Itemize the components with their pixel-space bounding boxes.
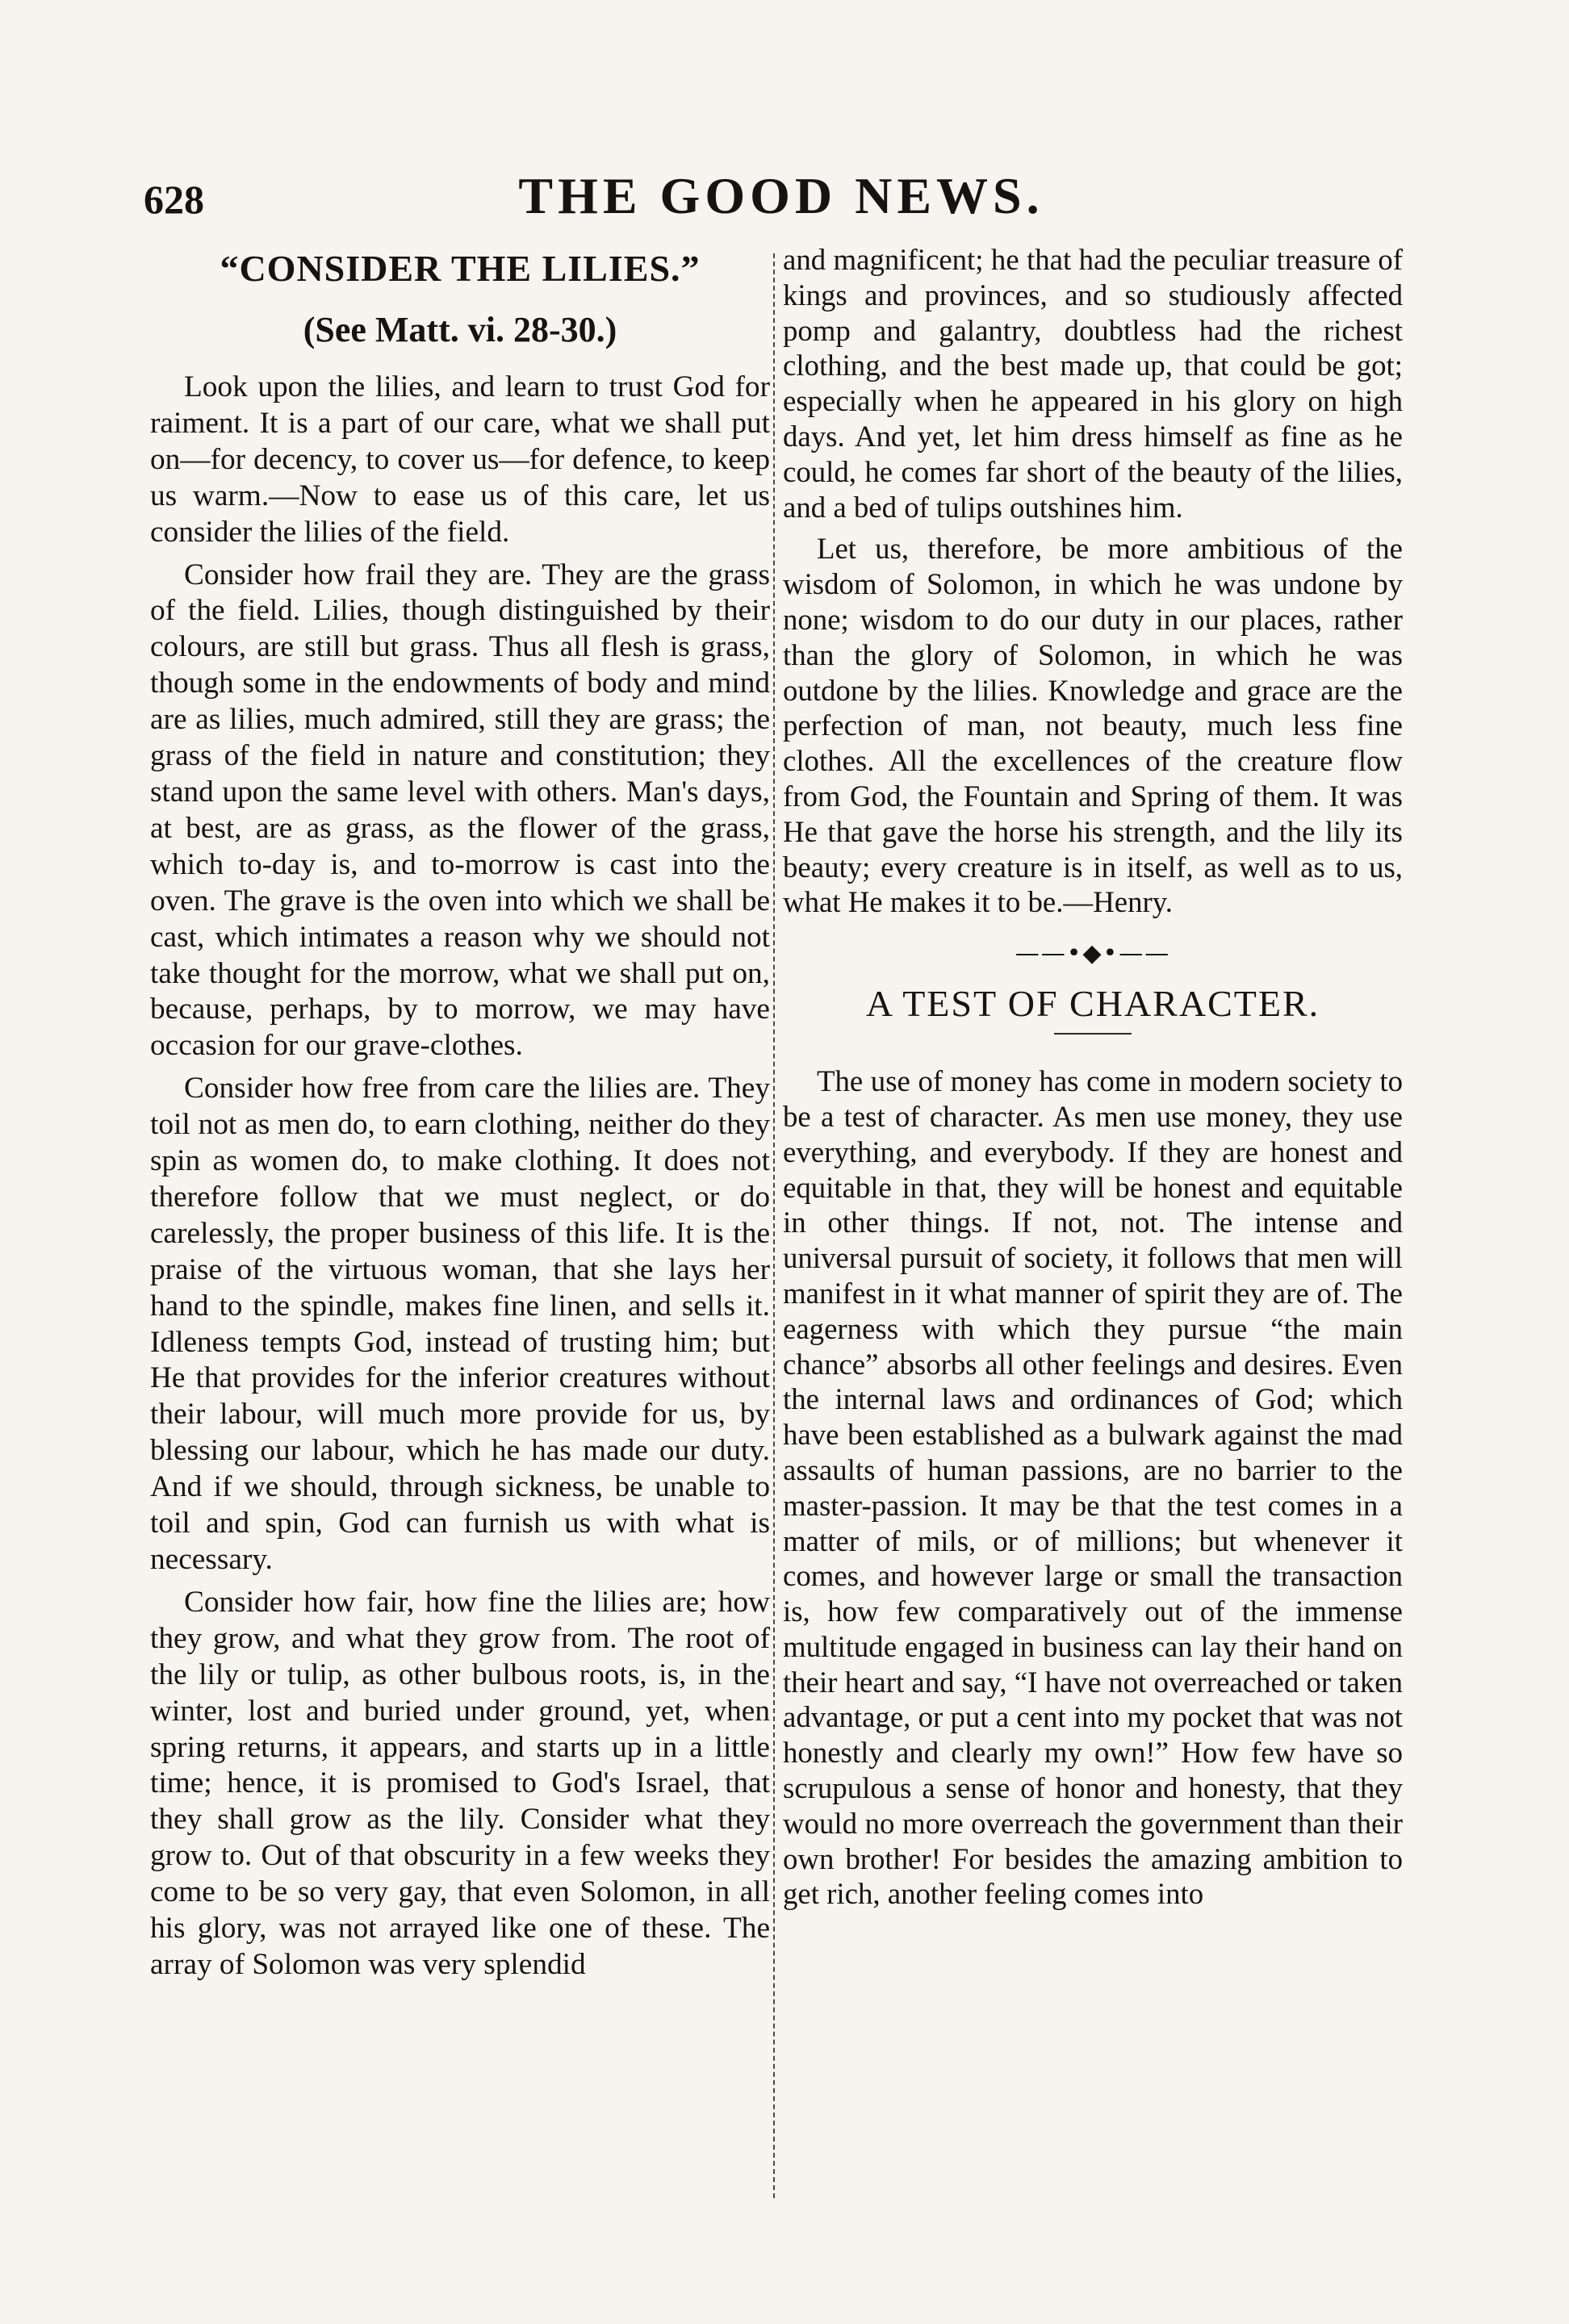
column-divider [773,253,775,2198]
left-column [150,242,770,2211]
title-rule [1054,1033,1132,1035]
section-ornament: ——•◆•—— [1015,939,1171,968]
scripture-reference: (See Matt. vi. 28-30.) [303,310,617,349]
page-header [136,158,1427,231]
paragraph: Let us, therefore, be more ambitious of the wisdom of Solomon, in which he was undone by none; wisdom to do our duty in our places, rather than the glory of Solomon, in which he was outdone by the lilies. Knowledge and grace are the perfection of man, not beauty, much less fine clothes. All the excellences of the creature flow from God, the Fountain and Spring of them. It was He that gave the horse his strength, and the lily its beauty; every creature is in itself, as well as to us, what He makes it to be.—Henry. [783,532,1403,919]
running-head: THE GOOD NEWS. [518,167,1044,224]
page-number: 628 [144,177,204,222]
paragraph: The use of money has come in modern society to be a test of character. As men use money, they use everything, and everybody. If they are honest and equitable in that, they will be honest and equitable in other things. If not, not. The intense and universal pursuit of society, it follows that men will manifest in it what manner of spirit they are of. The eagerness with which they pursue “the main chance” absorbs all other feelings and desires. Even the internal laws and ordinances of God; which have been established as a bulwark against the mad assaults of human passions, are no barrier to the master-passion. It may be that the test comes in a matter of mils, or of millions; but whenever it comes, and however large or small the transaction is, how few comparatively out of the immense multitude engaged in business can lay their hand on their heart and say, “I have not overreached or taken advantage, or put a cent into my pocket that was not honestly and clearly my own!” How few have so scrupulous a sense of honor and honesty, that they would no more overreach the government than their own brother! For besides the amazing ambition to get rich, another feeling comes into [783,1064,1403,1911]
paragraph: Consider how free from care the lilies are. They toil not as men do, to earn clothing, neither do they spin as women do, to make clothing. It does not therefore follow that we must neglect, or do carelessly, the proper business of this life. It is the praise of the virtuous woman, that she lays her hand to the spindle, makes fine linen, and sells it. Idleness tempts God, instead of trusting him; but He that provides for the inferior creatures without their labour, will much more provide for us, by blessing our labour, which he has made our duty. And if we should, through sickness, be unable to toil and spin, God can furnish us with what is necessary. [150,1072,770,1576]
paragraph: Look upon the lilies, and learn to trust God for raiment. It is a part of our care, what we shall put on—for decency, to cover us—for defence, to keep us warm.—Now to ease us of this care, let us consider the lilies of the field. [150,370,770,549]
paragraph-continued: and magnificent; he that had the peculiar treasure of kings and provinces, and so studiously affected pomp and galantry, doubtless had the richest clothing, and the best made up, that could be got; especially when he appeared in his glory on high days. And yet, let him dress himself as fine as he could, he comes far short of the beauty of the lilies, and a bed of tulips outshines him. [783,243,1403,524]
right-column [783,242,1403,2211]
paragraph: Consider how frail they are. They are the grass of the field. Lilies, though distinguished by their colours, are still but grass. Thus all flesh is grass, though some in the endowments of body and mind are as lilies, much admired, still they are grass; the grass of the field in nature and constitution; they stand upon the same level with others. Man's days, at best, are as grass, as the flower of the grass, which to-day is, and to-morrow is cast into the oven. The grave is the oven into which we shall be cast, which intimates a reason why we should not take thought for the morrow, what we shall put on, because, perhaps, by to morrow, we may have occasion for our grave-clothes. [150,558,770,1063]
paragraph: Consider how fair, how fine the lilies are; how they grow, and what they grow from. The root of the lily or tulip, as other bulbous roots, is, in the winter, lost and buried under ground, yet, when spring returns, it appears, and starts up in a little time; hence, it is promised to God's Israel, that they shall grow as the lily. Consider what they grow to. Out of that obscurity in a few weeks they come to be so very gay, that even Solomon, in all his glory, was not arrayed like one of these. The array of Solomon was very splendid [150,1585,770,1981]
section-title: A TEST OF CHARACTER. [865,983,1320,1025]
article-title: “CONSIDER THE LILIES.” [220,248,701,289]
